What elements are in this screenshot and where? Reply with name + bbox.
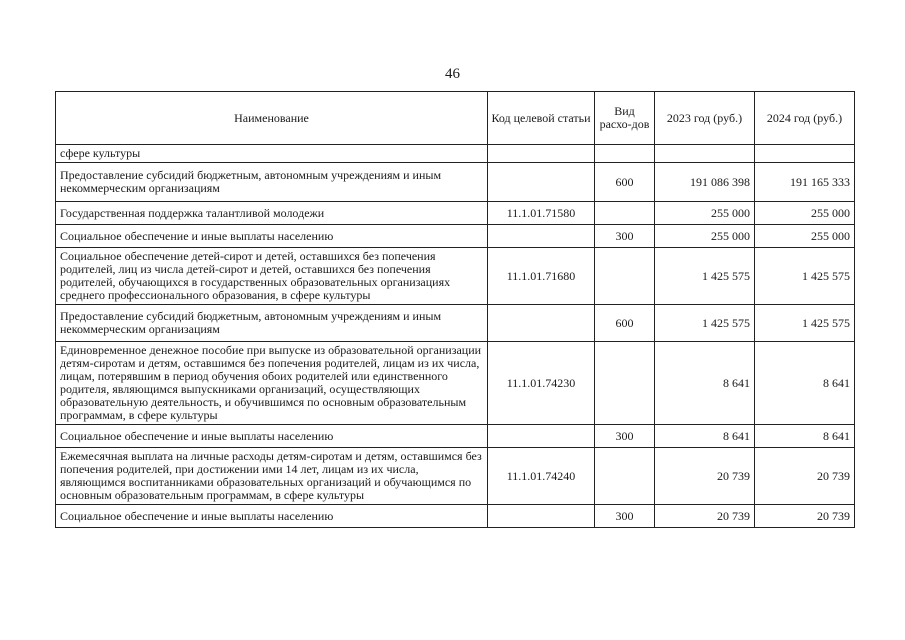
cell-code: 11.1.01.71680 (488, 248, 595, 305)
cell-2023: 255 000 (655, 202, 755, 225)
cell-name: Предоставление субсидий бюджетным, автономным учреждениям и иным некоммерческим организациям (56, 163, 488, 202)
table-row (56, 448, 855, 505)
header-2023: 2023 год (руб.) (655, 92, 755, 145)
cell-2023: 20 739 (655, 448, 755, 505)
cell-2023: 8 641 (655, 342, 755, 425)
cell-type (595, 202, 655, 225)
cell-name: сфере культуры (56, 145, 488, 163)
table-row (56, 248, 855, 305)
cell-2023: 255 000 (655, 225, 755, 248)
cell-2023: 1 425 575 (655, 248, 755, 305)
table-row (56, 202, 855, 225)
cell-type: 300 (595, 425, 655, 448)
cell-type (595, 448, 655, 505)
cell-2024 (755, 145, 855, 163)
cell-type (595, 248, 655, 305)
table-row (56, 145, 855, 163)
cell-2024: 1 425 575 (755, 305, 855, 342)
cell-2024: 1 425 575 (755, 248, 855, 305)
cell-name: Социальное обеспечение и иные выплаты населению (56, 225, 488, 248)
cell-name: Социальное обеспечение и иные выплаты населению (56, 425, 488, 448)
header-type: Вид расхо-дов (595, 92, 655, 145)
header-code: Код целевой статьи (488, 92, 595, 145)
cell-2023: 20 739 (655, 505, 755, 528)
cell-2023: 8 641 (655, 425, 755, 448)
cell-type (595, 145, 655, 163)
cell-code (488, 425, 595, 448)
cell-name: Единовременное денежное пособие при выпуске из образовательной организации детям-сиротам и детям, оставшимся без попечения родителей, лицам из их числа, лицам, потерявшим в период обучения обоих родителей или единственного родителя, являющимся выпускниками организаций, осуществляющих образовательную деятельность, и обучившимся по основным образовательным программам, в сфере культуры (56, 342, 488, 425)
cell-2023: 1 425 575 (655, 305, 755, 342)
budget-table (55, 91, 855, 528)
cell-2024: 8 641 (755, 342, 855, 425)
table-row (56, 305, 855, 342)
cell-name: Ежемесячная выплата на личные расходы детям-сиротам и детям, оставшимся без попечения родителей, при достижении ими 14 лет, лицам из их числа, являющимся воспитанниками образовательных организаций и обучающимся по основным образовательным программам, в сфере культуры (56, 448, 488, 505)
cell-type: 300 (595, 225, 655, 248)
table-row (56, 225, 855, 248)
cell-code (488, 305, 595, 342)
table-row (56, 505, 855, 528)
cell-2023: 191 086 398 (655, 163, 755, 202)
cell-2024: 8 641 (755, 425, 855, 448)
cell-code (488, 505, 595, 528)
cell-code (488, 145, 595, 163)
table-row (56, 163, 855, 202)
table-header-row (56, 92, 855, 145)
cell-code (488, 225, 595, 248)
cell-type: 600 (595, 163, 655, 202)
cell-2023 (655, 145, 755, 163)
cell-2024: 191 165 333 (755, 163, 855, 202)
page-number: 46 (445, 66, 460, 82)
table-row (56, 425, 855, 448)
header-2024: 2024 год (руб.) (755, 92, 855, 145)
cell-2024: 20 739 (755, 448, 855, 505)
cell-2024: 255 000 (755, 202, 855, 225)
cell-code: 11.1.01.74240 (488, 448, 595, 505)
cell-name: Социальное обеспечение детей-сирот и детей, оставшихся без попечения родителей, лиц из числа детей-сирот и детей, оставшихся без попечения родителей, обучающихся в государственных образовательных организациях среднего профессионального образования, в сфере культуры (56, 248, 488, 305)
table-row (56, 342, 855, 425)
cell-type: 600 (595, 305, 655, 342)
cell-code (488, 163, 595, 202)
header-name: Наименование (56, 92, 488, 145)
cell-name: Социальное обеспечение и иные выплаты населению (56, 505, 488, 528)
cell-2024: 255 000 (755, 225, 855, 248)
cell-code: 11.1.01.74230 (488, 342, 595, 425)
cell-2024: 20 739 (755, 505, 855, 528)
cell-name: Предоставление субсидий бюджетным, автономным учреждениям и иным некоммерческим организациям (56, 305, 488, 342)
cell-type (595, 342, 655, 425)
cell-name: Государственная поддержка талантливой молодежи (56, 202, 488, 225)
cell-code: 11.1.01.71580 (488, 202, 595, 225)
cell-type: 300 (595, 505, 655, 528)
